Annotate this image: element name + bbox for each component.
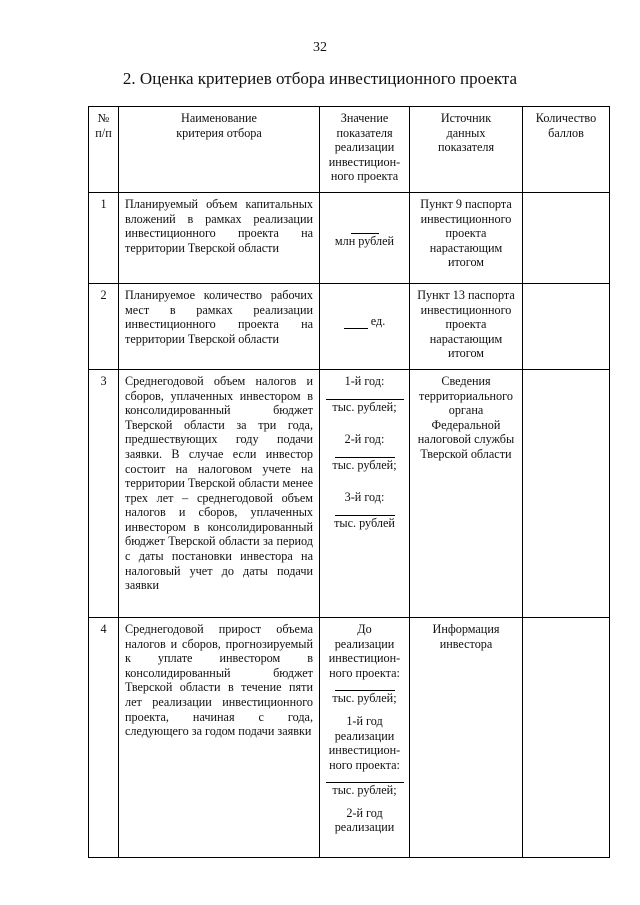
row-num: 4 xyxy=(89,617,119,857)
table-header-row xyxy=(89,107,610,193)
row-source: Пункт 13 паспорта инвестиционного проекта нарастающим итогом xyxy=(410,283,523,369)
blank-line xyxy=(344,317,368,329)
header-value: Значение показателя реализации инвестицион- ного проекта xyxy=(320,107,410,193)
header-name: Наименование критерия отбора xyxy=(119,107,320,193)
table-row xyxy=(89,617,610,857)
row-value: млн рублей xyxy=(320,192,410,283)
blank-line xyxy=(326,772,404,783)
row-points xyxy=(523,192,610,283)
table-row xyxy=(89,283,610,369)
criteria-table xyxy=(88,106,610,858)
blank-line xyxy=(335,447,395,458)
header-source: Источник данных показателя xyxy=(410,107,523,193)
row-value: ед. xyxy=(320,283,410,369)
page-number: 32 xyxy=(313,40,327,55)
blank-line xyxy=(351,223,379,234)
row-points xyxy=(523,283,610,369)
row-source: Информация инвестора xyxy=(410,617,523,857)
blank-line xyxy=(335,680,395,691)
header-points: Количество баллов xyxy=(523,107,610,193)
row-source: Сведения территориального органа Федеральной налоговой службы Тверской области xyxy=(410,369,523,617)
row-criterion: Планируемый объем капитальных вложений в рамках реализации инвестиционного проекта на территории Тверской области xyxy=(119,192,320,283)
header-num: № п/п xyxy=(89,107,119,193)
row-criterion: Среднегодовой объем налогов и сборов, уплаченных инвестором в консолидированный бюджет Тверской области за три года, предшествующих году подачи заявки. В случае если инвестор состоит на налоговом учете на территории Тверской области менее трех лет – среднегодовой объем налогов и сборов, уплаченных инвестором в консолидированный бюджет Тверской области за период с даты постановки инвестора на налоговый учет до даты подачи заявки xyxy=(119,369,320,617)
row-points xyxy=(523,617,610,857)
row-criterion: Среднегодовой прирост объема налогов и сборов, прогнозируемый к уплате инвестором в консолидированный бюджет Тверской области в течение пяти лет реализации инвестиционного проекта, начиная с года, следующего за годом подачи заявки xyxy=(119,617,320,857)
blank-line xyxy=(335,505,395,516)
row-source: Пункт 9 паспорта инвестиционного проекта нарастающим итогом xyxy=(410,192,523,283)
row-value: 1-й год: тыс. рублей; 2-й год: тыс. рублей; 3-й год: тыс. рублей xyxy=(320,369,410,617)
row-num: 1 xyxy=(89,192,119,283)
row-value: До реализации инвестицион- ного проекта: тыс. рублей; 1-й год реализации инвестицион- ного проекта: тыс. рублей; 2-й год реализации xyxy=(320,617,410,857)
table-row xyxy=(89,369,610,617)
row-points xyxy=(523,369,610,617)
row-num: 2 xyxy=(89,283,119,369)
row-num: 3 xyxy=(89,369,119,617)
section-title: 2. Оценка критериев отбора инвестиционного проекта xyxy=(122,69,518,88)
row-criterion: Планируемое количество рабочих мест в рамках реализации инвестиционного проекта на территории Тверской области xyxy=(119,283,320,369)
blank-line xyxy=(326,389,404,400)
table-row xyxy=(89,192,610,283)
